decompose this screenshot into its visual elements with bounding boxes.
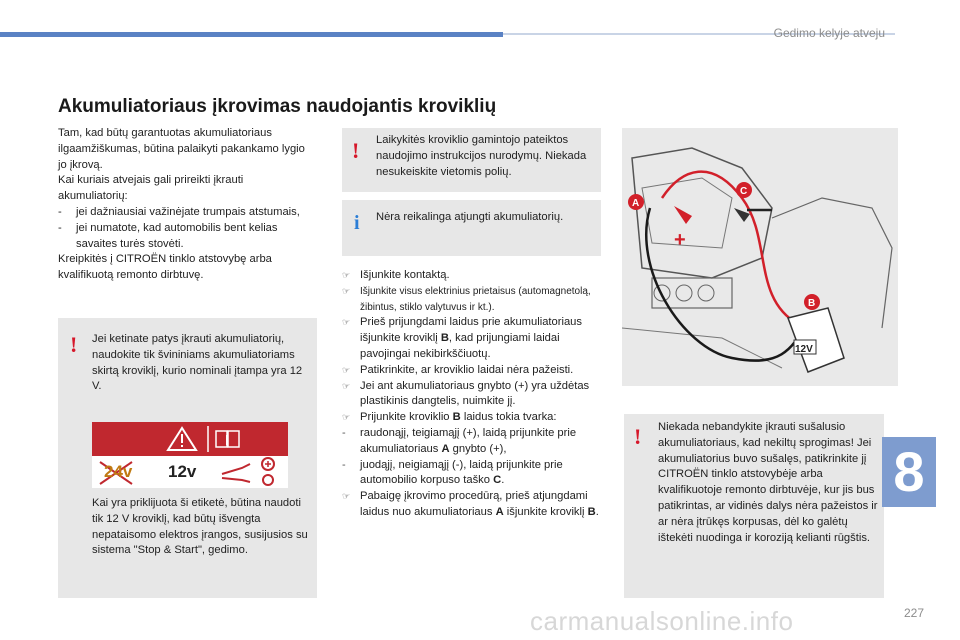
page-number: 227 xyxy=(903,606,924,620)
warning-box-instructions xyxy=(342,128,601,192)
warning-icon: ! xyxy=(634,424,642,449)
warning-text: Niekada nebandykite įkrauti sušalusio akumuliatoriaus, kad nekiltų sprogimas! Jei akumuliatorius buvo sušalęs, patikrinkite jį CITROËN tinklo atstovybėje arba kvalifikuotoje remonto dirbtuvėje, kur jis bus patikrintas, ar vidinės dalys nėra pažeistos ir ar nėra įtrūkęs korpusas, dėl ko galėtų ištekėti nuodinga ir koroziją kelianti rūgštis. xyxy=(658,421,878,544)
battery-charger-diagram xyxy=(622,128,898,386)
procedure-steps xyxy=(342,268,606,521)
marker-a-label: A xyxy=(632,198,640,209)
warning-triangle-book-icon xyxy=(92,422,288,456)
step-item: ☞ Jei ant akumuliatoriaus gnybto (+) yra uždėtas plastikinis dangtelis, nuimkite jį. xyxy=(342,379,590,408)
warning-icon: ! xyxy=(352,138,360,163)
warning-icon: ! xyxy=(70,332,78,357)
bullet-arrow-icon: ☞ xyxy=(342,317,351,328)
bullet-arrow-icon: ☞ xyxy=(342,364,351,375)
bullet-arrow-icon: ☞ xyxy=(342,285,351,296)
info-text: Nėra reikalinga atjungti akumuliatorių. xyxy=(376,211,564,223)
step-item: ☞ Išjunkite kontaktą. xyxy=(342,268,606,284)
voltage-label-image xyxy=(92,422,288,488)
intro-list-item: - jei numatote, kad automobilis bent kelias savaites turės stovėti. xyxy=(58,221,278,250)
watermark: carmanualsonline.info xyxy=(530,606,794,636)
intro-paragraph-1: Tam, kad būtų garantuotas akumuliatoriaus ilgaamžiškumas, būtina palaikyti pakankamo lygio jo įkrovą. xyxy=(58,127,305,171)
intro-text xyxy=(58,126,313,284)
warning-text: Jei ketinate patys įkrauti akumuliatorių, naudokite tik švininiams akumuliatoriams skirtą kroviklį, kurio nominali įtampa yra 12 V. xyxy=(92,333,303,393)
marker-c-label: C xyxy=(740,186,748,197)
plus-terminal-label: + xyxy=(674,229,686,251)
charger-voltage-label: 12V xyxy=(795,344,813,355)
bullet-arrow-icon: ☞ xyxy=(342,491,351,502)
marker-b-label: B xyxy=(808,298,816,309)
section-title: Akumuliatoriaus įkrovimas naudojantis kroviklių xyxy=(58,96,497,117)
intro-list-item: - jei dažniausiai važinėjate trumpais atstumais, xyxy=(58,205,300,218)
chapter-number: 8 xyxy=(893,440,925,503)
bullet-arrow-icon: ☞ xyxy=(342,412,351,423)
step-item: ☞ Prijunkite kroviklio B laidus tokia tvarka: xyxy=(342,410,606,426)
intro-paragraph-2: Kai kuriais atvejais gali prireikti įkrauti akumuliatorių: xyxy=(58,174,244,203)
header-accent-bar xyxy=(0,32,503,37)
warning-box-frozen xyxy=(624,414,884,598)
chapter-tab xyxy=(882,437,936,507)
label-24v: 24v xyxy=(104,462,133,481)
info-box xyxy=(342,200,601,256)
header-title: Gedimo kelyje atveju xyxy=(773,26,885,40)
engine-bay-illustration xyxy=(622,128,898,386)
intro-paragraph-3: Kreipkitės į CITROËN tinklo atstovybę arba kvalifikuotą remonto dirbtuvę. xyxy=(58,253,272,282)
step-item: ☞ Išjunkite visus elektrinius prietaisus (automagnetolą, žibintus, stiklo valytuvus ir kt.). xyxy=(342,285,591,313)
info-icon: i xyxy=(354,212,360,234)
warning-text: Laikykitės kroviklio gamintojo pateiktos naudojimo instrukcijos nurodymų. Niekada nesukeiskite vietomis polių. xyxy=(376,134,587,178)
bullet-arrow-icon: ☞ xyxy=(342,270,351,280)
label-12v: 12v xyxy=(168,462,197,481)
step-item: ☞ Prieš prijungdami laidus prie akumuliatoriaus išjunkite kroviklį B, kad prijungiami laidai pavojingai nekibirkščiuotų. xyxy=(342,316,582,360)
step-item: ☞ Pabaigę įkrovimo procedūrą, prieš atjungdami laidus nuo akumuliatoriaus A išjunkite kroviklį B. xyxy=(342,490,599,518)
step-item: ☞ Patikrinkite, ar kroviklio laidai nėra pažeisti. xyxy=(342,363,606,379)
step-subitem: - juodąjį, neigiamąjį (-), laidą prijunkite prie automobilio korpuso taško C. xyxy=(342,458,563,487)
step-subitem: - raudonąjį, teigiamąjį (+), laidą prijunkite prie akumuliatoriaus A gnybto (+), xyxy=(342,426,577,455)
bullet-arrow-icon: ☞ xyxy=(342,380,351,391)
warning-text-label: Kai yra priklijuota ši etiketė, būtina naudoti tik 12 V kroviklį, kad būtų išvengta nepataisomo elektros įrangos, susijusios su sistema "Stop & Start", gedimo. xyxy=(92,497,308,557)
